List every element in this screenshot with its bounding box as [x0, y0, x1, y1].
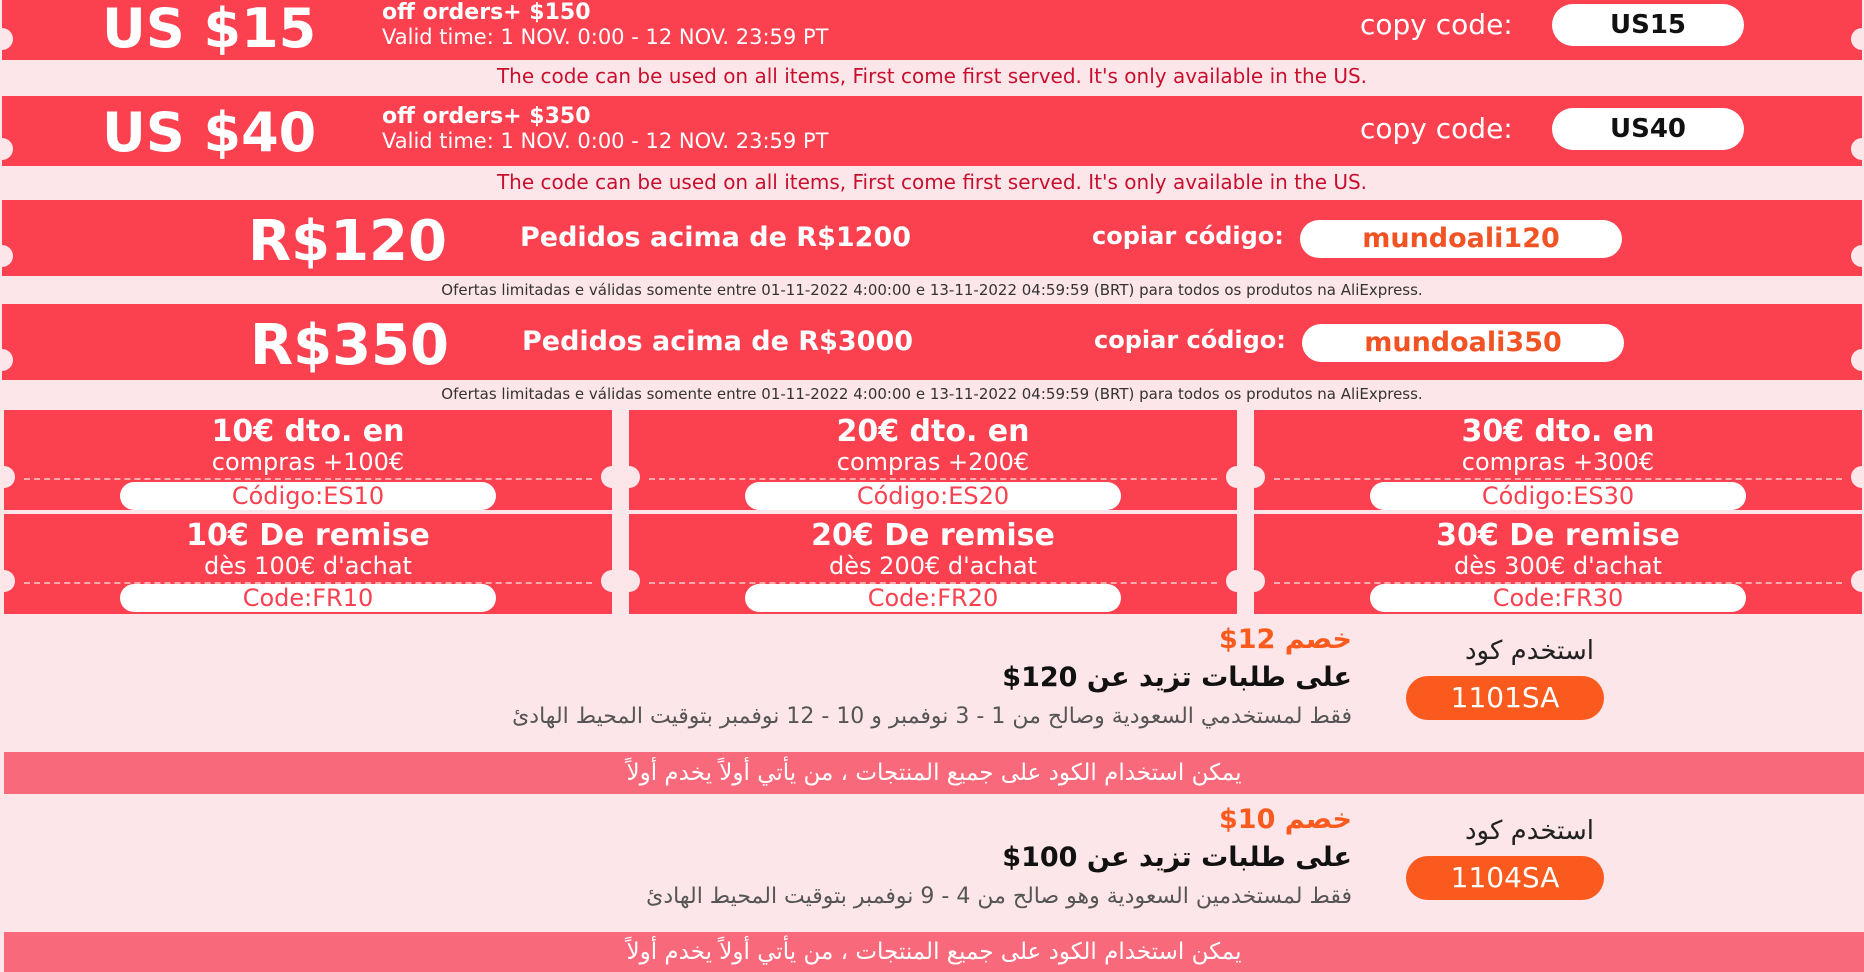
coupon-code-button[interactable]: US40 [1552, 108, 1744, 150]
coupon-validity: Valid time: 1 NOV. 0:00 - 12 NOV. 23:59 PT [382, 129, 829, 153]
coupon-code-button[interactable]: mundoali120 [1300, 220, 1622, 258]
dashed-divider [24, 478, 592, 480]
sa-coupon-note: يمكن استخدام الكود على جميع المنتجات ، من يأتي أولاً يخدم أولاً [4, 932, 1864, 972]
fr-coupon-10 [4, 514, 612, 614]
coupon-code-button[interactable]: Code:FR10 [120, 584, 496, 612]
coupon-condition: dès 200€ d'achat [829, 552, 1037, 580]
coupon-code-button[interactable]: Código:ES20 [745, 482, 1121, 510]
coupon-amount: R$350 [250, 313, 449, 378]
br-coupon-120 [2, 200, 1862, 276]
sa-coupon-10 [0, 800, 1864, 930]
coupon-validity: فقط لمستخدمي السعودية وصالح من 1 - 3 نوفمبر و 10 - 12 نوفمبر بتوقيت المحيط الهادئ [512, 704, 1352, 729]
coupon-code-button[interactable]: 1101SA [1406, 676, 1604, 720]
coupon-condition: على طلبات تزيد عن 100$ [1002, 842, 1352, 873]
fr-coupon-20 [629, 514, 1237, 614]
coupon-title: 10€ De remise [186, 518, 430, 553]
coupon-discount: خصم 10$ [1218, 804, 1352, 835]
coupon-condition: Pedidos acima de R$1200 [520, 222, 912, 253]
coupon-amount: R$120 [248, 209, 447, 274]
use-code-label: استخدم كود [1464, 636, 1594, 666]
copy-code-label: copy code: [1360, 112, 1513, 145]
dashed-divider [1274, 478, 1842, 480]
coupon-notch [1851, 138, 1864, 160]
coupon-discount: خصم 12$ [1218, 624, 1352, 655]
coupon-condition: dès 300€ d'achat [1454, 552, 1662, 580]
copy-code-label: copiar código: [1094, 326, 1286, 354]
es-coupon-20 [629, 410, 1237, 510]
coupon-title: 30€ De remise [1436, 518, 1680, 553]
coupon-condition: dès 100€ d'achat [204, 552, 412, 580]
coupon-code-button[interactable]: Código:ES10 [120, 482, 496, 510]
sa-coupon-12 [0, 620, 1864, 750]
br-coupon-note: Ofertas limitadas e válidas somente entre 01-11-2022 4:00:00 e 13-11-2022 04:59:59 (BRT) para todos os produtos na AliExpress. [441, 385, 1423, 403]
br-coupon-note: Ofertas limitadas e válidas somente entre 01-11-2022 4:00:00 e 13-11-2022 04:59:59 (BRT) para todos os produtos na AliExpress. [441, 281, 1423, 299]
coupon-notch [0, 28, 13, 50]
coupon-condition: compras +100€ [211, 448, 405, 476]
copy-code-label: copy code: [1360, 8, 1513, 41]
coupon-title: 10€ dto. en [211, 414, 405, 449]
es-coupon-10 [4, 410, 612, 510]
coupon-code-button[interactable]: 1104SA [1406, 856, 1604, 900]
coupon-code-button[interactable]: mundoali350 [1302, 324, 1624, 362]
us-coupon-note: The code can be used on all items, First come first served. It's only available in the US. [496, 64, 1368, 88]
coupon-code-button[interactable]: Código:ES30 [1370, 482, 1746, 510]
coupon-validity: فقط لمستخدمين السعودية وهو صالح من 4 - 9 نوفمبر بتوقيت المحيط الهادئ [646, 884, 1352, 909]
coupon-notch [1851, 349, 1864, 371]
sa-coupon-note: يمكن استخدام الكود على جميع المنتجات ، من يأتي أولاً يخدم أولاً [4, 752, 1864, 794]
coupon-condition: compras +300€ [1461, 448, 1655, 476]
coupon-title: 20€ dto. en [836, 414, 1030, 449]
us-coupon-40 [2, 96, 1862, 166]
coupon-title: 30€ dto. en [1461, 414, 1655, 449]
coupon-amount: US $40 [102, 101, 317, 164]
br-coupon-350 [2, 304, 1862, 380]
coupon-code-button[interactable]: US15 [1552, 4, 1744, 46]
coupon-title: 20€ De remise [811, 518, 1055, 553]
coupon-condition: على طلبات تزيد عن 120$ [1002, 662, 1352, 693]
coupon-condition: compras +200€ [836, 448, 1030, 476]
es-coupon-30 [1254, 410, 1862, 510]
dashed-divider [649, 478, 1217, 480]
coupon-code-button[interactable]: Code:FR20 [745, 584, 1121, 612]
coupon-notch [0, 349, 13, 371]
fr-coupon-30 [1254, 514, 1862, 614]
coupon-notch [1851, 245, 1864, 267]
coupon-validity: Valid time: 1 NOV. 0:00 - 12 NOV. 23:59 PT [382, 25, 829, 49]
copy-code-label: copiar código: [1092, 222, 1284, 250]
coupon-notch [1851, 28, 1864, 50]
us-coupon-15 [2, 0, 1862, 60]
coupon-notch [0, 138, 13, 160]
coupon-condition: off orders+ $150 [382, 0, 591, 25]
coupon-notch [0, 245, 13, 267]
us-coupon-note: The code can be used on all items, First come first served. It's only available in the US. [496, 170, 1368, 194]
coupon-condition: Pedidos acima de R$3000 [522, 326, 914, 357]
coupon-code-button[interactable]: Code:FR30 [1370, 584, 1746, 612]
coupon-amount: US $15 [102, 0, 317, 60]
use-code-label: استخدم كود [1464, 816, 1594, 846]
coupon-condition: off orders+ $350 [382, 104, 591, 129]
